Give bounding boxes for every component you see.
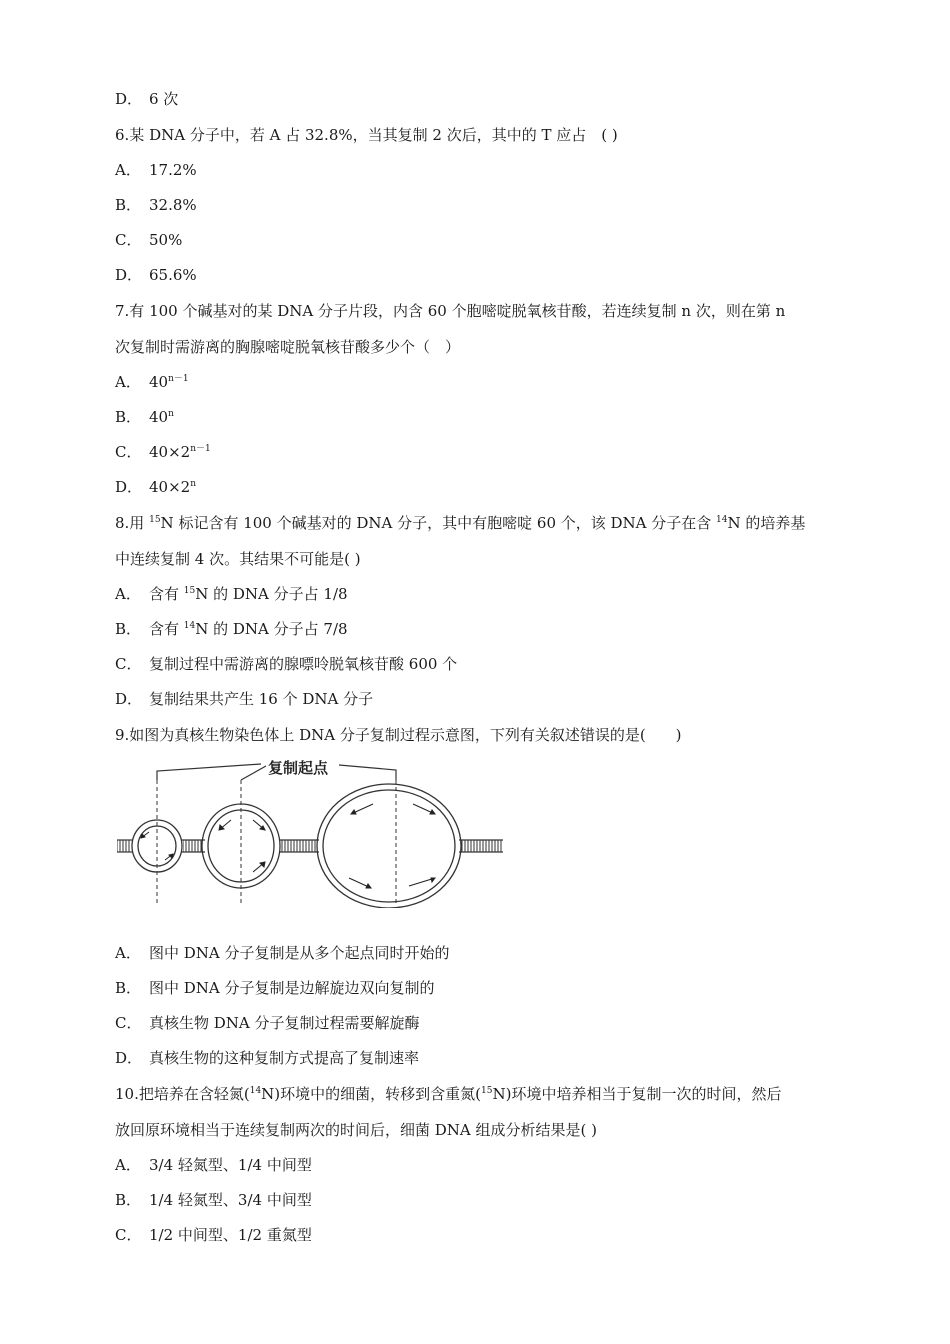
- option-text: 65.6%: [149, 266, 197, 284]
- isotope-superscript: 14: [183, 621, 196, 631]
- option-text: 6 次: [149, 90, 179, 108]
- option-letter: D．: [115, 90, 143, 108]
- option-base: 40: [149, 408, 169, 426]
- q5-option-d: [115, 89, 178, 109]
- option-letter: A．: [115, 373, 141, 391]
- q10-option-c: [115, 1225, 312, 1245]
- q6-option-d: [115, 265, 197, 285]
- option-text: 3/4 轻氮型、1/4 中间型: [149, 1156, 312, 1174]
- dna-replication-diagram: [113, 756, 508, 908]
- option-letter: C．: [115, 655, 142, 673]
- q8-stem-line1: [115, 513, 805, 533]
- q7-option-d: [115, 477, 196, 497]
- isotope-superscript: 15: [149, 515, 161, 525]
- q10-option-a: [115, 1155, 312, 1175]
- option-text: 50%: [149, 231, 183, 249]
- q10-stem-line1: [115, 1084, 781, 1104]
- q9-option-b: [115, 978, 435, 998]
- q8-stem-line2: 中连续复制 4 次。其结果不可能是( ): [115, 550, 361, 568]
- origin-label: 复制起点: [268, 759, 329, 777]
- q10-stem-part: N)环境中培养相当于复制一次的时间，然后: [492, 1085, 782, 1103]
- q7-option-a: [115, 372, 189, 392]
- option-text: 真核生物的这种复制方式提高了复制速率: [149, 1049, 420, 1067]
- q8-option-c: [115, 654, 457, 674]
- option-letter: C．: [115, 1014, 142, 1032]
- option-text: 图中 DNA 分子复制是从多个起点同时开始的: [149, 944, 450, 962]
- dna-ladder-segments: [117, 840, 503, 852]
- q7-stem-line2: 次复制时需游离的胸腺嘧啶脱氧核苷酸多少个（ ）: [115, 338, 461, 356]
- q9-option-a: [115, 943, 450, 963]
- option-letter: C．: [115, 443, 142, 461]
- option-letter: A．: [115, 1156, 141, 1174]
- option-text: 含有: [149, 620, 184, 638]
- option-text: 真核生物 DNA 分子复制过程需要解旋酶: [149, 1014, 420, 1032]
- option-text: 32.8%: [149, 196, 197, 214]
- option-letter: B．: [115, 196, 142, 214]
- q6-option-b: [115, 195, 197, 215]
- q9-option-d: [115, 1048, 419, 1068]
- option-text: 17.2%: [149, 161, 197, 179]
- q10-stem-line2: 放回原环境相当于连续复制两次的时间后，细菌 DNA 组成分析结果是( ): [115, 1121, 597, 1139]
- q8-stem-part: 8.用: [115, 514, 150, 532]
- option-letter: A．: [115, 161, 141, 179]
- option-letter: C．: [115, 1226, 142, 1244]
- option-superscript: n: [168, 409, 174, 419]
- option-base: 40: [149, 373, 169, 391]
- q7-option-c: [115, 442, 211, 462]
- q6-option-a: [115, 160, 197, 180]
- q9-option-c: [115, 1013, 420, 1033]
- q10-stem-part: N)环境中的细菌，转移到含重氮(: [261, 1085, 482, 1103]
- q10-stem-part: 10.把培养在含轻氮(: [115, 1085, 250, 1103]
- option-base: 40×2: [149, 478, 191, 496]
- option-text: 图中 DNA 分子复制是边解旋边双向复制的: [149, 979, 435, 997]
- q10-option-b: [115, 1190, 312, 1210]
- option-letter: A．: [115, 585, 141, 603]
- option-letter: D．: [115, 478, 143, 496]
- q6-option-c: [115, 230, 182, 250]
- option-text: 含有: [149, 585, 184, 603]
- q6-stem: 6.某 DNA 分子中，若 A 占 32.8%，当其复制 2 次后，其中的 T 应占 ( ): [115, 126, 618, 144]
- q7-option-b: [115, 407, 174, 427]
- option-text: 1/2 中间型、1/2 重氮型: [149, 1226, 312, 1244]
- option-letter: D．: [115, 690, 143, 708]
- option-letter: D．: [115, 1049, 143, 1067]
- option-text: 复制结果共产生 16 个 DNA 分子: [149, 690, 374, 708]
- q8-option-a: [115, 584, 348, 604]
- option-letter: C．: [115, 231, 142, 249]
- option-letter: A．: [115, 944, 141, 962]
- q8-stem-part: N 标记含有 100 个碱基对的 DNA 分子，其中有胞嘧啶 60 个，该 DNA 分子在含: [160, 514, 717, 532]
- option-letter: B．: [115, 1191, 142, 1209]
- option-text: N 的 DNA 分子占 7/8: [195, 620, 348, 638]
- option-superscript: n－1: [190, 444, 211, 454]
- option-text: 1/4 轻氮型、3/4 中间型: [149, 1191, 312, 1209]
- option-letter: B．: [115, 620, 142, 638]
- q9-stem: 9.如图为真核生物染色体上 DNA 分子复制过程示意图，下列有关叙述错误的是( ): [115, 726, 682, 744]
- option-letter: B．: [115, 979, 142, 997]
- q8-option-d: [115, 689, 373, 709]
- isotope-superscript: 14: [249, 1086, 262, 1096]
- option-superscript: n－1: [168, 374, 189, 384]
- option-superscript: n: [190, 479, 196, 489]
- isotope-superscript: 15: [183, 586, 196, 596]
- option-text: N 的 DNA 分子占 1/8: [195, 585, 348, 603]
- q8-option-b: [115, 619, 348, 639]
- q7-stem-line1: 7.有 100 个碱基对的某 DNA 分子片段，内含 60 个胞嘧啶脱氧核苷酸，若连续复制 n 次，则在第 n: [115, 302, 786, 320]
- isotope-superscript: 15: [481, 1086, 493, 1096]
- option-text: 复制过程中需游离的腺嘌呤脱氧核苷酸 600 个: [149, 655, 458, 673]
- isotope-superscript: 14: [716, 515, 728, 525]
- option-letter: D．: [115, 266, 143, 284]
- option-base: 40×2: [149, 443, 191, 461]
- option-letter: B．: [115, 408, 142, 426]
- q8-stem-part: N 的培养基: [727, 514, 806, 532]
